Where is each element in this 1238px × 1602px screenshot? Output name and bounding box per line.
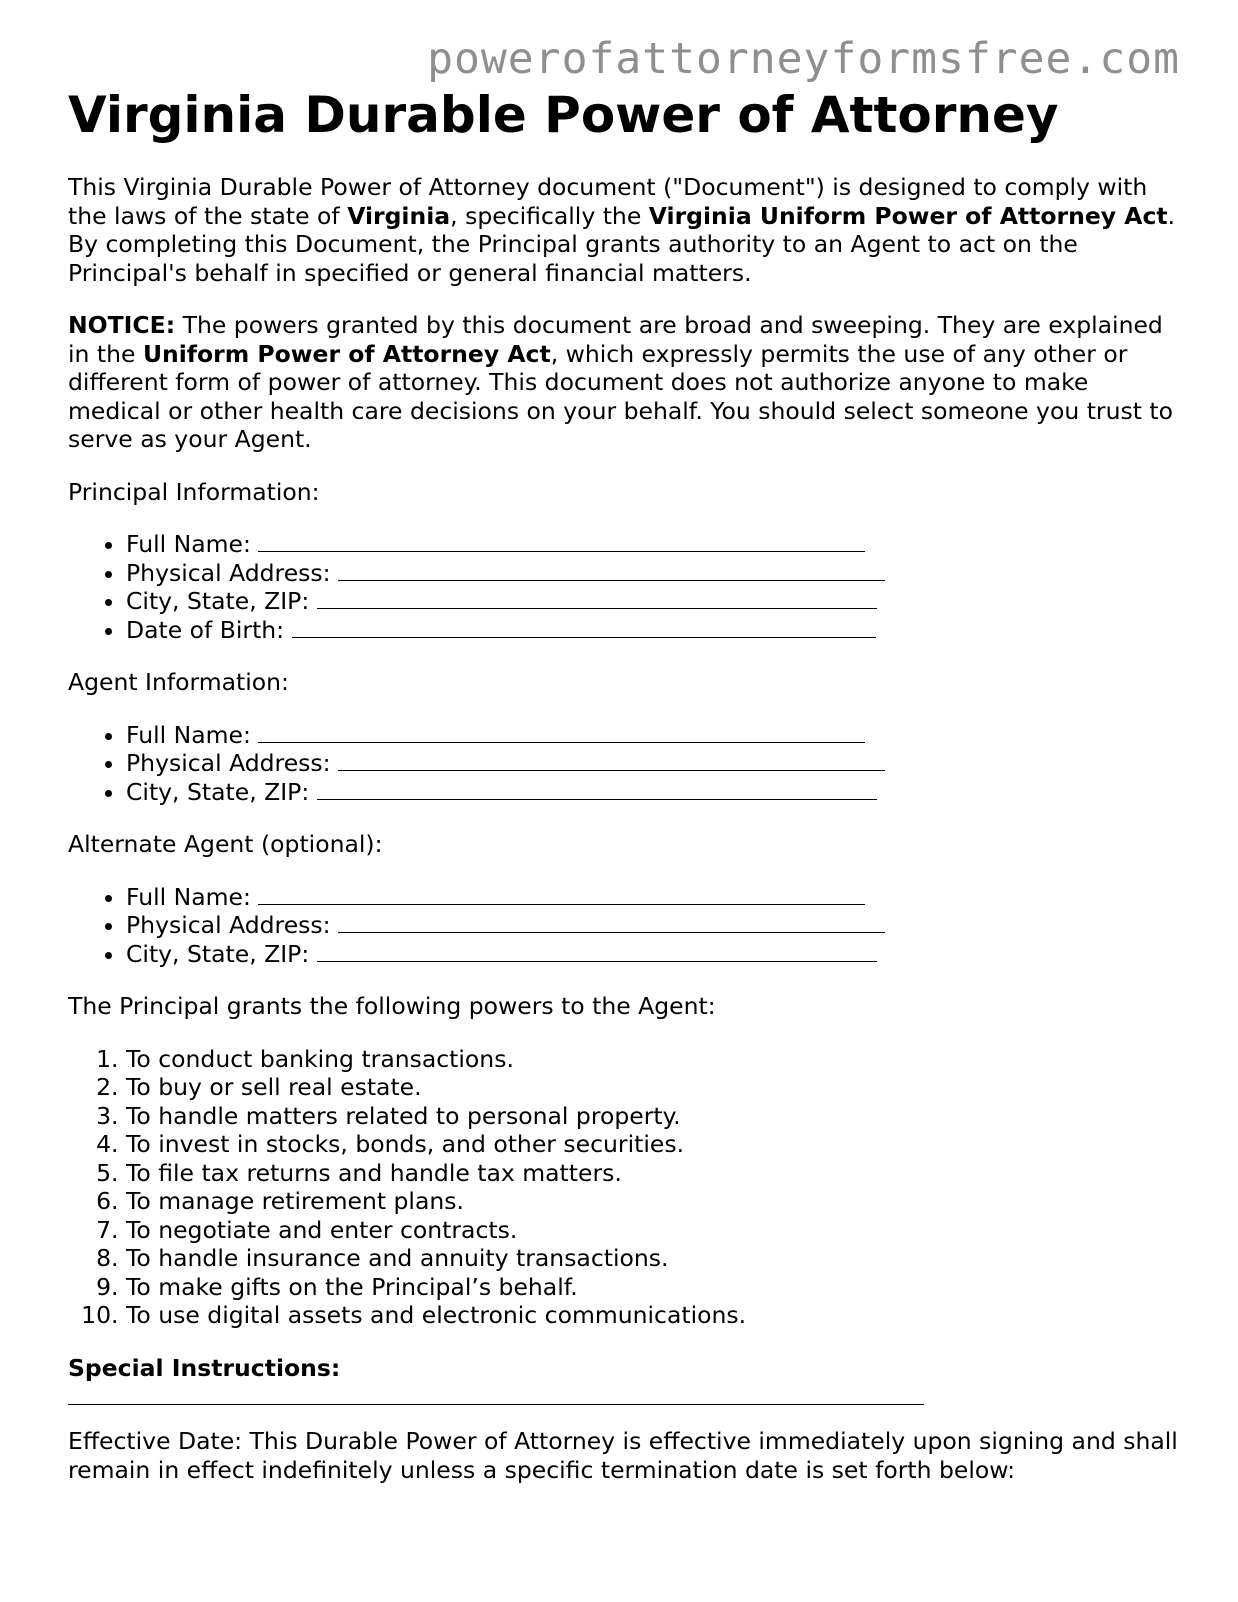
power-item: 9. To make gifts on the Principal’s behalf.: [126, 1273, 1178, 1302]
principal-address-blank[interactable]: [338, 560, 885, 581]
notice-label: NOTICE:: [68, 311, 176, 339]
special-instructions-blank[interactable]: [68, 1386, 924, 1405]
power-item: 6. To manage retirement plans.: [126, 1187, 1178, 1216]
agent-heading: Agent Information:: [68, 668, 289, 696]
alternate-address-blank[interactable]: [338, 912, 885, 933]
watermark: powerofattorneyformsfree.com: [427, 34, 1180, 84]
powers-list: [68, 1045, 1178, 1330]
agent-city-field: • City, State, ZIP:: [126, 778, 1178, 807]
powers-heading: The Principal grants the following powers to the Agent:: [68, 992, 716, 1020]
intro-paragraph: This Virginia Durable Power of Attorney document ("Document") is designed to comply with the laws of the state of Virginia, specifically the Virginia Uniform Power of Attorney Act. By completing this Document, the Principal grants authority to an Agent to act on the Principal's behalf in specified or general financial matters.: [68, 173, 1176, 287]
principal-address-field: • Physical Address:: [126, 559, 1178, 588]
power-item: 4. To invest in stocks, bonds, and other securities.: [126, 1130, 1178, 1159]
principal-dob-field: • Date of Birth:: [126, 616, 1178, 645]
principal-city-blank[interactable]: [317, 588, 877, 609]
special-instructions-label: Special Instructions:: [68, 1353, 341, 1382]
principal-dob-blank[interactable]: [292, 617, 876, 638]
principal-full-name-blank[interactable]: [258, 531, 865, 552]
principal-full-name-field: • Full Name:: [126, 530, 1178, 559]
power-item: 3. To handle matters related to personal property.: [126, 1102, 1178, 1131]
agent-address-blank[interactable]: [338, 750, 885, 771]
alternate-full-name-blank[interactable]: [258, 884, 865, 905]
principal-city-field: • City, State, ZIP:: [126, 587, 1178, 616]
power-item: 8. To handle insurance and annuity transactions.: [126, 1244, 1178, 1273]
principal-fields: [68, 530, 1178, 644]
alternate-heading: Alternate Agent (optional):: [68, 830, 383, 858]
agent-city-blank[interactable]: [317, 779, 877, 800]
page-title: Virginia Durable Power of Attorney: [68, 86, 1059, 144]
alternate-city-blank[interactable]: [317, 941, 877, 962]
agent-full-name-blank[interactable]: [258, 722, 865, 743]
alternate-fields: [68, 883, 1178, 969]
power-item: 5. To file tax returns and handle tax matters.: [126, 1159, 1178, 1188]
agent-address-field: • Physical Address:: [126, 749, 1178, 778]
effective-date-paragraph: Effective Date: This Durable Power of Attorney is effective immediately upon signing and shall remain in effect indefinitely unless a specific termination date is set forth below:: [68, 1427, 1178, 1484]
principal-heading: Principal Information:: [68, 477, 320, 506]
power-item: 10. To use digital assets and electronic communications.: [126, 1301, 1178, 1330]
agent-fields: [68, 721, 1178, 807]
power-item: 7. To negotiate and enter contracts.: [126, 1216, 1178, 1245]
agent-full-name-field: • Full Name:: [126, 721, 1178, 750]
alternate-city-field: • City, State, ZIP:: [126, 940, 1178, 969]
alternate-full-name-field: • Full Name:: [126, 883, 1178, 912]
power-item: 2. To buy or sell real estate.: [126, 1073, 1178, 1102]
notice-paragraph: NOTICE: The powers granted by this document are broad and sweeping. They are explained in the Uniform Power of Attorney Act, which expressly permits the use of any other or different form of power of attorney. This document does not authorize anyone to make medical or other health care decisions on your behalf. You should select someone you trust to serve as your Agent.: [68, 311, 1173, 453]
document-page: [68, 88, 1178, 1508]
power-item: 1. To conduct banking transactions.: [126, 1045, 1178, 1074]
alternate-address-field: • Physical Address:: [126, 911, 1178, 940]
